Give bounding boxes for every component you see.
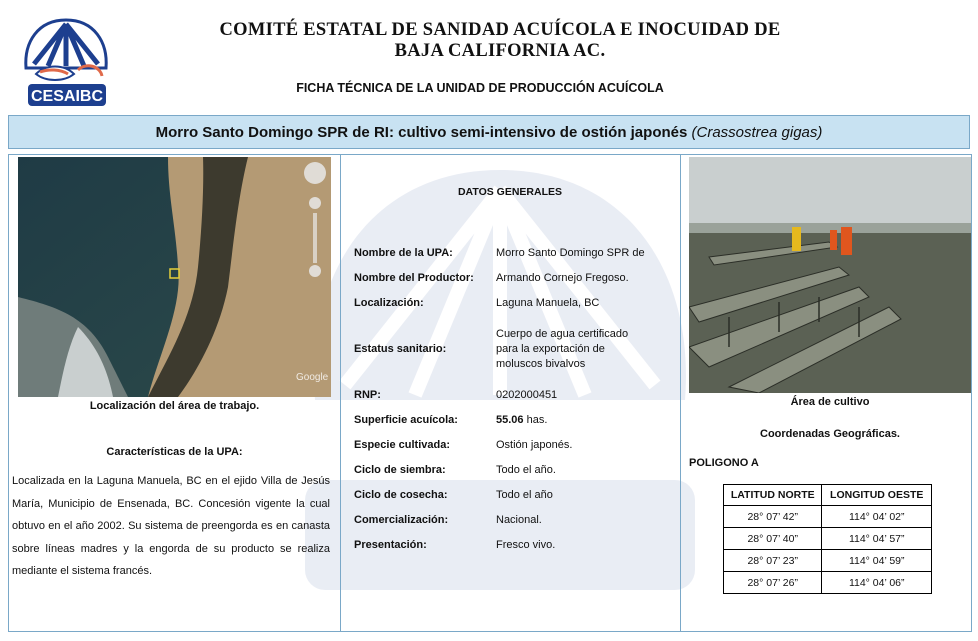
rnp-label: RNP: [354, 389, 381, 401]
column-divider-right [680, 154, 681, 632]
species-label: Especie cultivada: [354, 439, 450, 451]
location-value: Laguna Manuela, BC [496, 297, 600, 309]
presentation-label: Presentación: [354, 539, 427, 551]
upa-banner-text: Morro Santo Domingo SPR de RI: cultivo semi-intensivo de ostión japonés [155, 124, 688, 141]
polygon-label: POLIGONO A [689, 457, 759, 469]
upa-name-label: Nombre de la UPA: [354, 247, 453, 259]
surface-unit: has. [523, 414, 548, 426]
producer-value: Armando Cornejo Fregoso. [496, 272, 629, 284]
logo-text: CESAIBC [30, 88, 104, 105]
surface-value: 55.06 [496, 414, 524, 426]
table-row [724, 550, 932, 572]
map-google-watermark: Google [296, 372, 329, 383]
sanitary-status-label: Estatus sanitario: [354, 343, 447, 355]
latitude-cell: 28° 07’ 40” [724, 528, 822, 550]
zoom-out-icon[interactable] [309, 265, 321, 277]
commercialization-value: Nacional. [496, 514, 542, 526]
upa-banner [8, 115, 970, 149]
longitude-cell: 114° 04’ 59” [822, 550, 932, 572]
sheet-subtitle: FICHA TÉCNICA DE LA UNIDAD DE PRODUCCIÓN ACUÍCOLA [296, 81, 664, 95]
latitude-cell: 28° 07’ 26” [724, 572, 822, 594]
zoom-in-icon[interactable] [309, 197, 321, 209]
commercialization-label: Comercialización: [354, 514, 449, 526]
species-value: Ostión japonés. [496, 439, 573, 451]
sowing-cycle-value: Todo el año. [496, 464, 556, 476]
characteristics-text: Localizada en la Laguna Manuela, BC en el ejido Villa de Jesús María, Municipio de Ensenada, BC. Concesión vigente la cual obtuvo en el año 2002. Su sistema de preengorda es en canasta sobre líneas madres y la engorda de su producto se realiza mediante el sistema francés. [12, 475, 330, 577]
table-row [724, 506, 932, 528]
map-caption: Localización del área de trabajo. [89, 400, 260, 412]
committee-title-line1: COMITÉ ESTATAL DE SANIDAD ACUÍCOLA E INOCUIDAD DE [219, 20, 781, 40]
table-row [724, 528, 932, 550]
latitude-cell: 28° 07’ 23” [724, 550, 822, 572]
presentation-value: Fresco vivo. [496, 539, 556, 551]
table-header-row [724, 485, 932, 506]
column-divider-left [340, 154, 341, 632]
producer-label: Nombre del Productor: [354, 272, 474, 284]
surface-label: Superficie acuícola: [354, 414, 458, 426]
characteristics-title: Características de la UPA: [106, 446, 243, 458]
map-pan-control-icon[interactable] [304, 162, 326, 184]
photo-caption: Área de cultivo [790, 396, 870, 408]
latitude-header: LATITUD NORTE [724, 485, 822, 506]
committee-title-line2: BAJA CALIFORNIA AC. [394, 41, 606, 61]
harvest-cycle-label: Ciclo de cosecha: [354, 489, 448, 501]
scientific-name: (Crassostrea gigas) [691, 124, 823, 141]
coordinates-table [723, 484, 932, 594]
longitude-cell: 114° 04’ 02” [822, 506, 932, 528]
cesaibc-logo [18, 14, 114, 108]
harvest-cycle-value: Todo el año [496, 489, 553, 501]
satellite-map [18, 157, 331, 397]
cultivation-area-photo [689, 157, 971, 393]
longitude-header: LONGITUD OESTE [822, 485, 932, 506]
location-label: Localización: [354, 297, 424, 309]
sanitary-status-value: Cuerpo de agua certificado para la exportación de moluscos bivalvos [496, 328, 629, 370]
latitude-cell: 28° 07’ 42” [724, 506, 822, 528]
coords-title: Coordenadas Geográficas. [760, 428, 900, 440]
upa-name-value: Morro Santo Domingo SPR de [496, 247, 645, 259]
general-data-title: DATOS GENERALES [457, 186, 563, 198]
surface-value-line [496, 413, 547, 428]
longitude-cell: 114° 04’ 06” [822, 572, 932, 594]
sowing-cycle-label: Ciclo de siembra: [354, 464, 446, 476]
longitude-cell: 114° 04’ 57” [822, 528, 932, 550]
rnp-value: 0202000451 [496, 389, 558, 401]
table-row [724, 572, 932, 594]
